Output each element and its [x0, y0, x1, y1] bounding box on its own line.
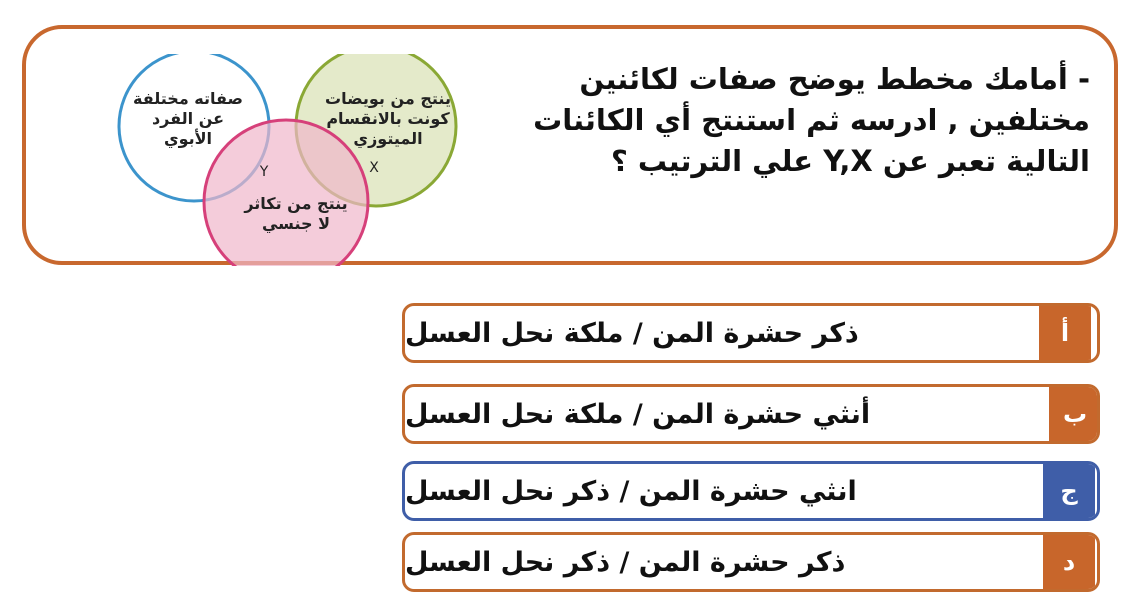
option-b-letter: ب — [1049, 386, 1100, 442]
option-b-text: أنثي حشرة المن / ملكة نحل العسل — [405, 398, 871, 430]
question-line-3: التالية تعبر عن Y,X علي الترتيب ؟ — [610, 144, 1090, 178]
venn-pink-text-1: ينتج من تكاثر — [244, 194, 348, 213]
question-text — [530, 59, 1090, 182]
option-b[interactable] — [402, 384, 1100, 444]
option-d[interactable] — [402, 532, 1100, 592]
venn-green-text-3: الميتوزي — [353, 129, 423, 148]
option-a-text: ذكر حشرة المن / ملكة نحل العسل — [405, 317, 859, 349]
venn-green-text-2: كونت بالانقسام — [326, 109, 450, 128]
question-card — [22, 25, 1118, 265]
option-c-text: انثي حشرة المن / ذكر نحل العسل — [405, 475, 857, 507]
venn-label-y: Y — [259, 164, 269, 180]
venn-blue-text-2: عن الفرد — [151, 109, 225, 128]
venn-circle-pink — [204, 120, 368, 266]
venn-blue-text-3: الأبوي — [163, 129, 213, 148]
option-d-letter: د — [1043, 534, 1095, 590]
venn-pink-text-2: لا جنسي — [261, 214, 331, 233]
question-line-2: مختلفين , ادرسه ثم استنتج أي الكائنات — [533, 103, 1090, 137]
venn-diagram — [96, 54, 556, 266]
venn-label-x: X — [369, 160, 379, 176]
option-c[interactable] — [402, 461, 1100, 521]
venn-green-text-1: ينتج من بويضات — [325, 89, 451, 108]
option-a-letter: أ — [1039, 305, 1091, 361]
option-c-letter: ج — [1043, 463, 1095, 519]
question-line-1: - أمامك مخطط يوضح صفات لكائنين — [579, 62, 1090, 96]
venn-blue-text-1: صفاته مختلفة — [133, 89, 243, 108]
option-d-text: ذكر حشرة المن / ذكر نحل العسل — [405, 546, 846, 578]
option-a[interactable] — [402, 303, 1100, 363]
